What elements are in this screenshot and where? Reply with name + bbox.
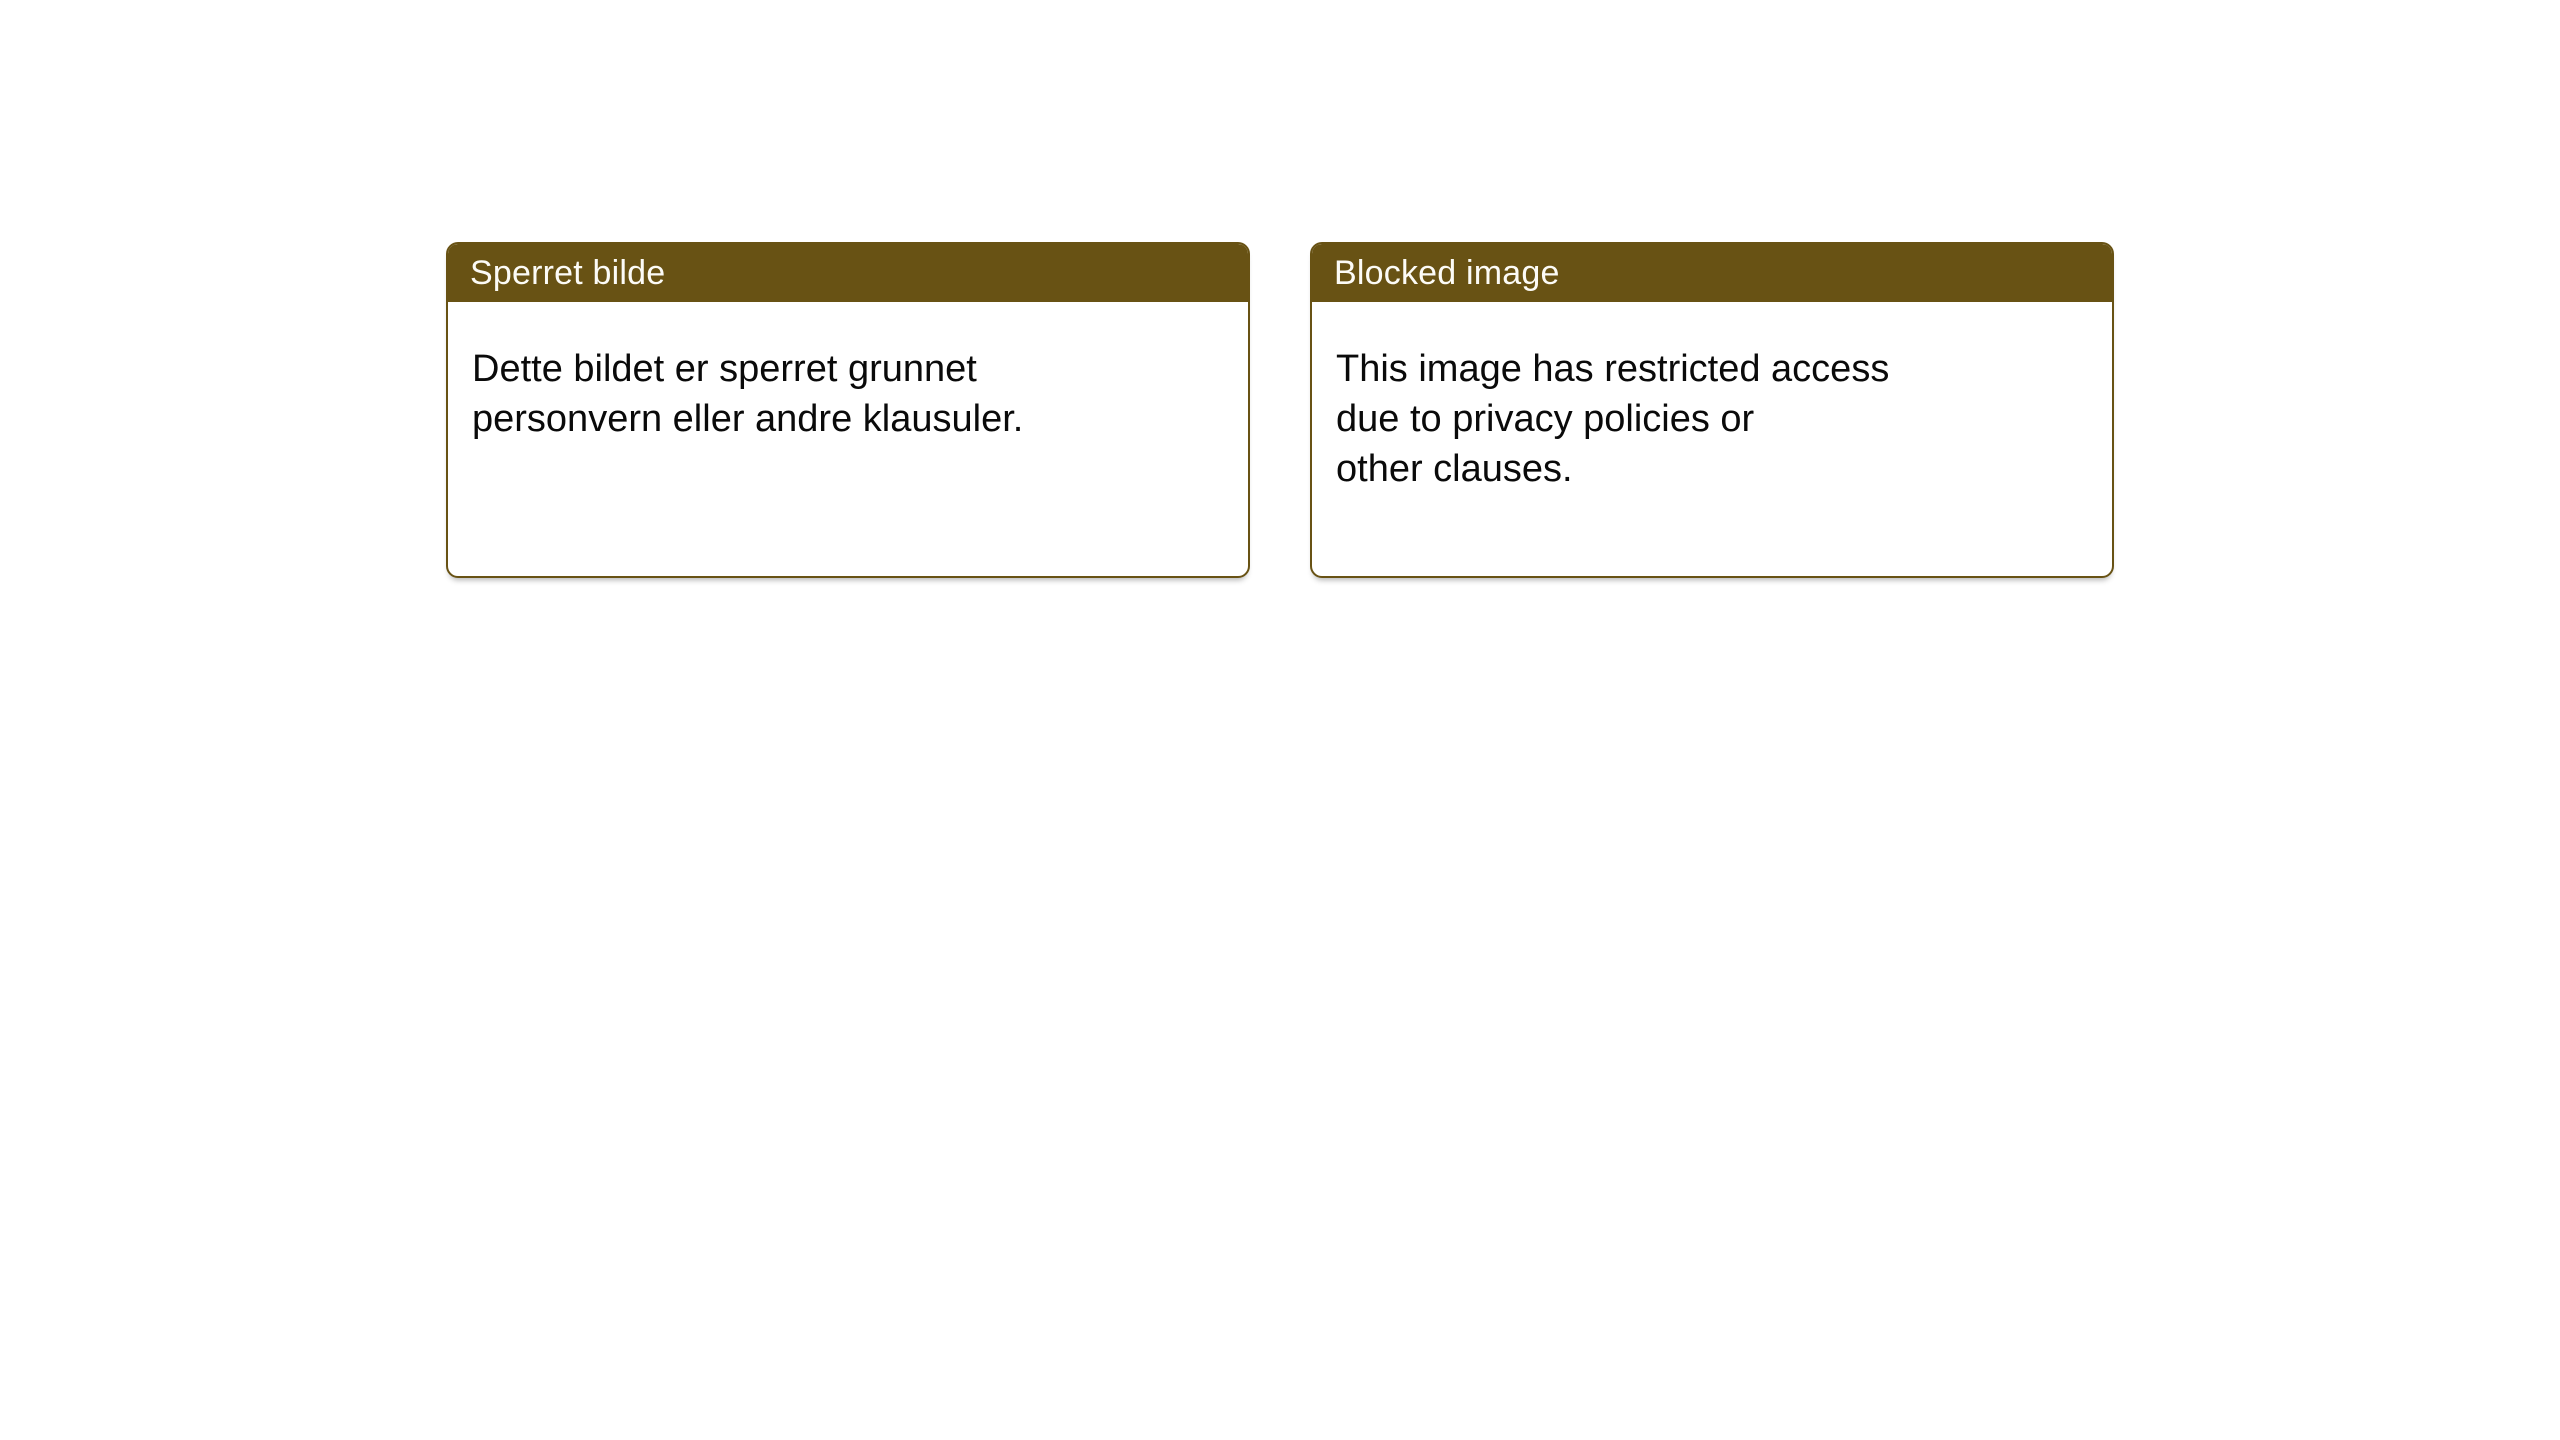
card-body-line: other clauses.: [1336, 448, 1573, 490]
card-body: [1312, 302, 2112, 494]
card-body-line: Dette bildet er sperret grunnet: [472, 348, 977, 390]
card-header: [1312, 244, 2112, 302]
blocked-image-card-norwegian: [446, 242, 1250, 578]
card-title: Blocked image: [1334, 254, 1560, 292]
blocked-image-card-english: [1310, 242, 2114, 578]
card-header: [448, 244, 1248, 302]
card-body-line: This image has restricted access: [1336, 348, 1890, 390]
card-title: Sperret bilde: [470, 254, 666, 292]
card-body-line: due to privacy policies or: [1336, 398, 1755, 440]
card-body: [448, 302, 1248, 444]
card-body-line: personvern eller andre klausuler.: [472, 398, 1024, 440]
